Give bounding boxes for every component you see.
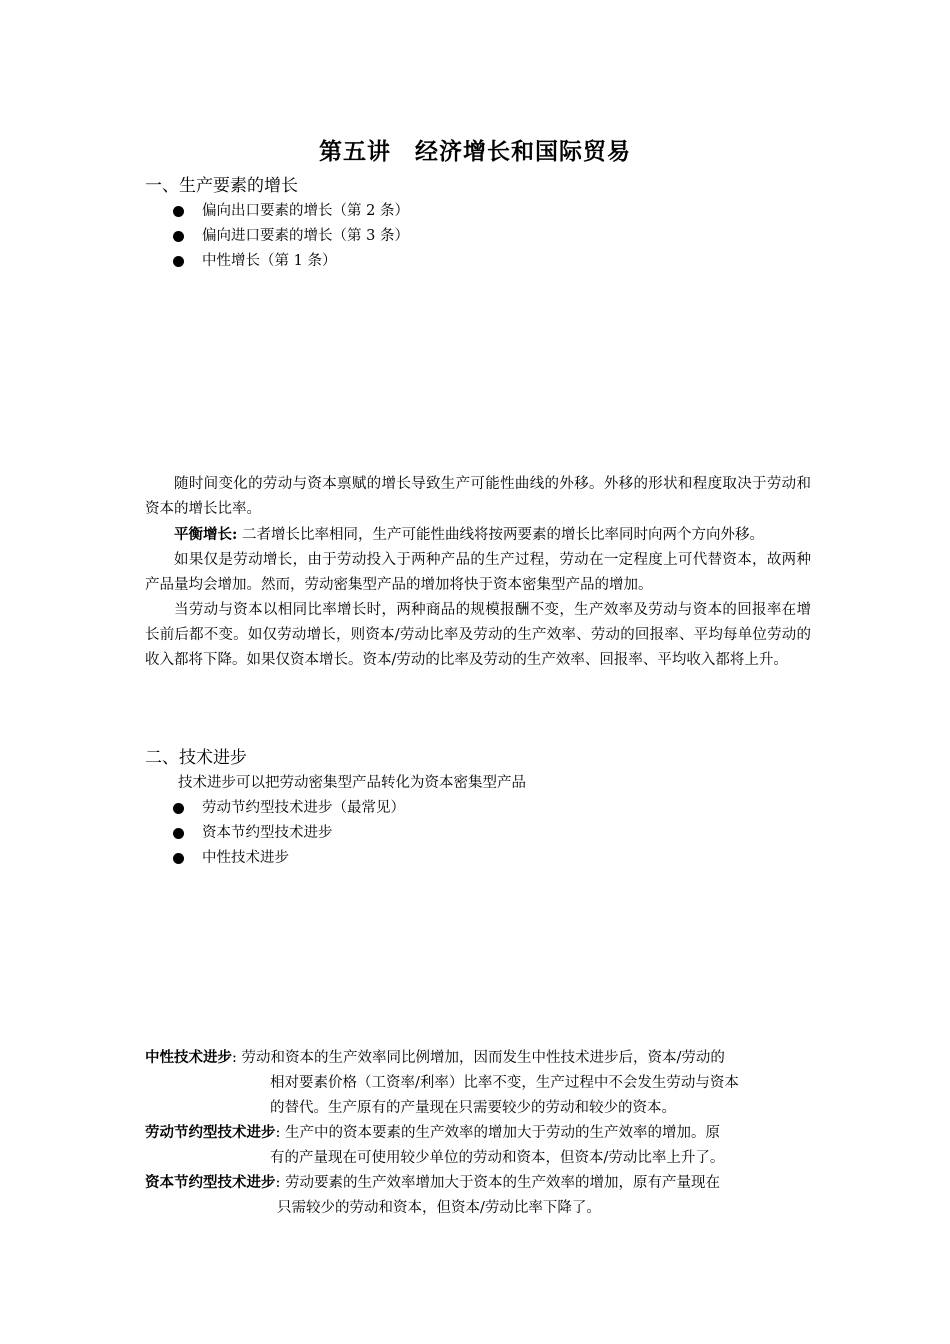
list-item: 偏向进口要素的增长（第 3 条） <box>145 224 409 249</box>
section-heading-factor-growth: 一、生产要素的增长 <box>145 176 298 196</box>
section-heading-tech-progress: 二、技术进步 <box>145 748 247 768</box>
definition-labor-saving-tech: 劳动节约型技术进步: 生产中的资本要素的生产效率的增加大于劳动的生产效率的增加。原 有的产量现在可使用较少单位的劳动和资本，但资本/劳动比率上升了。 <box>145 1124 725 1166</box>
bullet-icon <box>173 853 184 864</box>
paragraph: 当劳动与资本以相同比率增长时，两种商品的规模报酬不变，生产效率及劳动与资本的回报率在增长前后都不变。如仅劳动增长，则资本/劳动比率及劳动的生产效率、劳动的回报率、平均每单位劳动的收入都将下降。如果仅资本增长。资本/劳动的比率及劳动的生产效率、回报率、平均收入都将上升。 <box>145 602 811 668</box>
bullet-icon <box>173 803 184 814</box>
page-title: 第五讲 经济增长和国际贸易 <box>319 138 631 165</box>
definition-term: 资本节约型技术进步 <box>145 1174 276 1191</box>
list-item: 劳动节约型技术进步（最常见） <box>145 796 405 821</box>
bullet-icon <box>173 206 184 217</box>
list-item: 偏向出口要素的增长（第 2 条） <box>145 199 409 224</box>
paragraph: 如果仅是劳动增长，由于劳动投入于两种产品的生产过程，劳动在一定程度上可代替资本，故两种产品量均会增加。然而，劳动密集型产品的增加将快于资本密集型产品的增加。 <box>145 552 811 593</box>
paragraph: 随时间变化的劳动与资本禀赋的增长导致生产可能性曲线的外移。外移的形状和程度取决于劳动和资本的增长比率。 <box>145 476 811 517</box>
definition-term: 劳动节约型技术进步 <box>145 1124 276 1141</box>
term-balanced-growth: 平衡增长: <box>174 526 238 543</box>
bullet-icon <box>173 828 184 839</box>
definition-neutral-tech: 中性技术进步: 劳动和资本的生产效率同比例增加，因而发生中性技术进步后，资本/劳动的 相对要素价格（工资率/利率）比率不变，生产过程中不会发生劳动与资本 的替代。生产原有的产量现在只需要较少的劳动和较少的资本。 <box>145 1049 739 1116</box>
bullet-icon <box>173 231 184 242</box>
tech-progress-bullet-list <box>145 796 405 871</box>
list-item: 中性技术进步 <box>145 846 405 871</box>
factor-growth-body <box>145 472 811 673</box>
bullet-icon <box>173 256 184 267</box>
paragraph: 平衡增长: 二者增长比率相同，生产可能性曲线将按两要素的增长比率同时向两个方向外移。 <box>174 526 764 543</box>
list-item: 资本节约型技术进步 <box>145 821 405 846</box>
definition-term: 中性技术进步 <box>145 1049 232 1066</box>
definition-capital-saving-tech: 资本节约型技术进步: 劳动要素的生产效率增加大于资本的生产效率的增加，原有产量现在 只需较少的劳动和资本，但资本/劳动比率下降了。 <box>145 1174 720 1216</box>
list-item: 中性增长（第 1 条） <box>145 249 409 274</box>
tech-progress-intro: 技术进步可以把劳动密集型产品转化为资本密集型产品 <box>178 775 526 791</box>
factor-growth-bullet-list <box>145 199 409 274</box>
